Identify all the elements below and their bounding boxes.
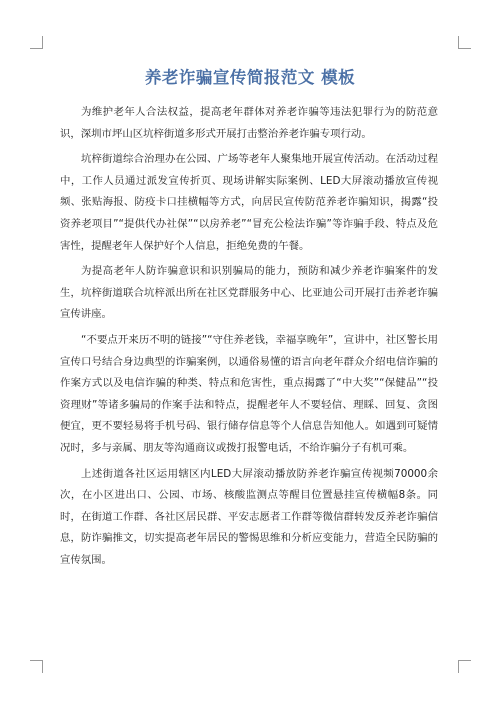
- crop-mark-top-right: [458, 36, 471, 49]
- paragraph-2: 坑梓街道综合治理办在公园、广场等老年人聚集地开展宣传活动。在活动过程中，工作人员通过派发宣传折页、现场讲解实际案例、LED大屏滚动播放宣传视频、张贴海报、防疫卡口挂横幅等方式，向居民宣传防范养老诈骗知识，揭露“投资养老项目”“提供代办社保”“以房养老”“冒充公检法诈骗”等诈骗手段、特点及危害性，提醒老年人保护好个人信息，拒绝免费的午餐。: [60, 153, 438, 252]
- paragraph-5: 上述街道各社区运用辖区内LED大屏滚动播放防养老诈骗宣传视频70000余次，在小区进出口、公园、市场、核酸监测点等醒目位置悬挂宣传横幅8条。同时，在街道工作群、各社区居民群、平安志愿者工作群等微信群转发反养老诈骗信息，防诈骗推文，切实提高老年居民的警惕思维和分析应变能力，营造全民防骗的宣传氛围。: [60, 467, 438, 566]
- document-body: [60, 102, 438, 575]
- crop-mark-bottom-left: [30, 660, 43, 673]
- crop-mark-top-left: [30, 36, 43, 49]
- paragraph-1: 为维护老年人合法权益，提高老年群体对养老诈骗等违法犯罪行为的防范意识，深圳市坪山区坑梓街道多形式开展打击整治养老诈骗专项行动。: [60, 106, 438, 140]
- paragraph-4: “不要点开来历不明的链接”“守住养老钱，幸福享晚年”，宣讲中，社区警长用宣传口号结合身边典型的诈骗案例，以通俗易懂的语言向老年群众介绍电信诈骗的作案方式以及电信诈骗的种类、特点和危害性，重点揭露了“中大奖”“保健品”“投资理财”等诸多骗局的作案手法和特点，提醒老年人不要轻信、理睬、回复、贪图便宜，更不要轻易将手机号码、银行储存信息等个人信息告知他人。如遇到可疑情况时，多与亲属、朋友等沟通商议或拨打报警电话，不给诈骗分子有机可乘。: [60, 333, 438, 454]
- paragraph-3: 为提高老年人防诈骗意识和识别骗局的能力，预防和减少养老诈骗案件的发生，坑梓街道联合坑梓派出所在社区党群服务中心、比亚迪公司开展打击养老诈骗宣传讲座。: [60, 265, 438, 321]
- document-title: 养老诈骗宣传简报范文 模板: [144, 68, 356, 87]
- crop-mark-bottom-right: [458, 660, 471, 673]
